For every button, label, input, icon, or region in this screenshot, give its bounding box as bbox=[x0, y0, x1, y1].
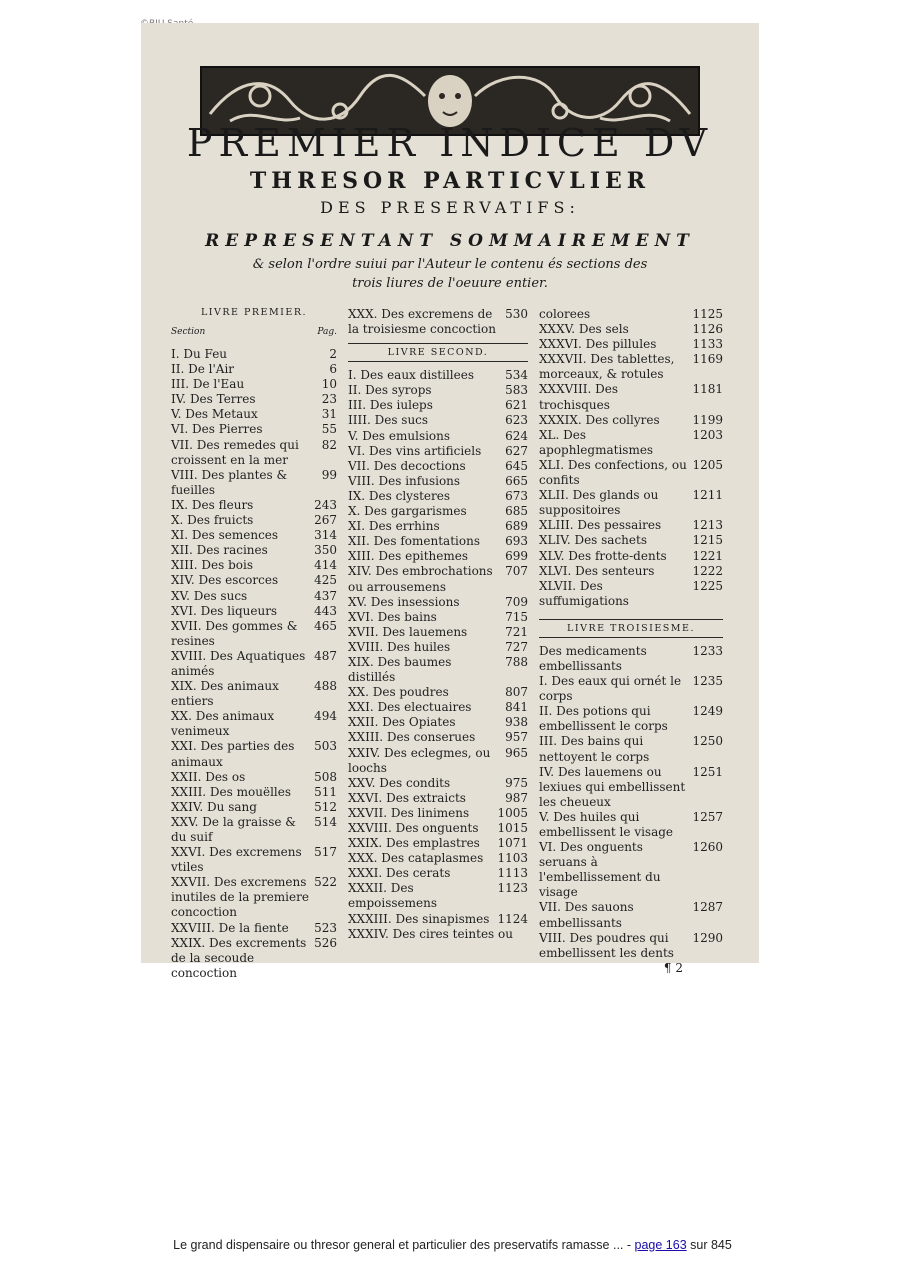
entry-page: 721 bbox=[505, 624, 528, 639]
entry-page: 23 bbox=[321, 392, 337, 407]
list-item bbox=[348, 398, 528, 413]
entry-title: XXX. Des cataplasmes bbox=[348, 851, 484, 866]
list-item bbox=[348, 549, 528, 564]
list-item bbox=[539, 765, 723, 810]
entry-page: 82 bbox=[321, 437, 337, 452]
list-item bbox=[171, 362, 337, 377]
entry-title: XV. Des sucs bbox=[171, 588, 248, 603]
entry-page: 1126 bbox=[692, 322, 723, 337]
entry-page: 1203 bbox=[692, 427, 723, 442]
entry-page: 665 bbox=[505, 473, 528, 488]
entry-title: XVI. Des bains bbox=[348, 609, 437, 624]
list-item bbox=[348, 685, 528, 700]
entry-page: 511 bbox=[314, 784, 337, 799]
entry-title: III. Des iuleps bbox=[348, 398, 433, 413]
list-item bbox=[171, 543, 337, 558]
list-item bbox=[348, 912, 528, 927]
entry-title: XXV. De la graisse & du suif bbox=[171, 814, 296, 844]
entry-title: XVII. Des gommes & resines bbox=[171, 618, 298, 648]
entry-title: XXI. Des electuaires bbox=[348, 700, 472, 715]
list-item bbox=[348, 655, 528, 685]
entry-title: XVIII. Des Aquatiques animés bbox=[171, 648, 306, 678]
list-item bbox=[348, 504, 528, 519]
livre-premier-entries bbox=[171, 347, 337, 981]
entry-title: VII. Des remedes qui croissent en la mer bbox=[171, 437, 299, 467]
entry-page: 523 bbox=[314, 920, 337, 935]
entry-page: 975 bbox=[505, 775, 528, 790]
entry-page: 517 bbox=[314, 845, 337, 860]
list-item bbox=[171, 573, 337, 588]
entry-page: 1213 bbox=[692, 518, 723, 533]
list-item bbox=[171, 407, 337, 422]
list-item bbox=[171, 875, 337, 920]
entry-title: XX. Des animaux venimeux bbox=[171, 709, 275, 739]
entry-title: XXIV. Des eclegmes, ou loochs bbox=[348, 745, 491, 775]
list-item bbox=[539, 840, 723, 900]
entry-page: 1235 bbox=[692, 674, 723, 689]
entry-page: 31 bbox=[321, 407, 337, 422]
entry-title: III. De l'Eau bbox=[171, 377, 245, 392]
entry-title: VI. Des onguents seruans à l'embellissement du visage bbox=[539, 840, 661, 900]
list-item bbox=[539, 488, 723, 518]
title-line-1: PREMIER INDICE DV bbox=[186, 121, 714, 165]
entry-title: II. De l'Air bbox=[171, 362, 235, 377]
entry-title: XXII. Des Opiates bbox=[348, 715, 456, 730]
entry-title: XLV. Des frotte-dents bbox=[539, 548, 667, 563]
livre-troisiesme-header: LIVRE TROISIESME. bbox=[539, 619, 723, 638]
list-item bbox=[348, 730, 528, 745]
entry-title: XVII. Des lauemens bbox=[348, 624, 468, 639]
entry-title: XIV. Des embrochations ou arrousemens bbox=[348, 564, 493, 594]
entry-title: X. Des fruicts bbox=[171, 513, 254, 528]
list-item bbox=[171, 619, 337, 649]
column-livre-troisiesme bbox=[539, 307, 723, 975]
list-item bbox=[348, 625, 528, 640]
livre-second-header: LIVRE SECOND. bbox=[348, 343, 528, 362]
entry-title: XXXII. Des empoissemens bbox=[348, 881, 438, 911]
entry-title: XXXVIII. Des trochisques bbox=[539, 382, 619, 412]
entry-title: IV. Des Terres bbox=[171, 392, 256, 407]
title-line-4: REPRESENTANT SOMMAIREMENT bbox=[205, 231, 695, 251]
entry-page: 1222 bbox=[692, 563, 723, 578]
entry-title: IV. Des lauemens ou lexiues qui embellissent les cheueux bbox=[539, 764, 686, 809]
list-item bbox=[539, 458, 723, 488]
column-subheader bbox=[171, 327, 337, 337]
list-item bbox=[171, 589, 337, 604]
entry-page: 425 bbox=[314, 573, 337, 588]
entry-title: VIII. Des plantes & fueilles bbox=[171, 467, 288, 497]
entry-page: 1249 bbox=[692, 704, 723, 719]
entry-title: II. Des potions qui embellissent le corps bbox=[539, 704, 668, 734]
section-label: Section bbox=[171, 327, 206, 337]
list-item bbox=[171, 739, 337, 769]
list-item bbox=[171, 558, 337, 573]
entry-page: 693 bbox=[505, 534, 528, 549]
list-item bbox=[348, 368, 528, 383]
entry-title: XII. Des fomentations bbox=[348, 534, 480, 549]
entry-page: 645 bbox=[505, 458, 528, 473]
entry-page: 938 bbox=[505, 715, 528, 730]
entry-page: 503 bbox=[314, 739, 337, 754]
list-item bbox=[348, 474, 528, 489]
entry-title: XVIII. Des huiles bbox=[348, 639, 451, 654]
list-item bbox=[348, 413, 528, 428]
mask-face-icon bbox=[428, 75, 472, 127]
entry-page: 727 bbox=[505, 639, 528, 654]
list-item bbox=[348, 806, 528, 821]
list-item bbox=[539, 931, 723, 961]
entry-title: XVI. Des liqueurs bbox=[171, 603, 278, 618]
entry-title: XLIV. Des sachets bbox=[539, 533, 647, 548]
list-item bbox=[539, 518, 723, 533]
list-item bbox=[348, 534, 528, 549]
entry-page: 987 bbox=[505, 790, 528, 805]
list-item bbox=[348, 564, 528, 594]
entry-page: 627 bbox=[505, 443, 528, 458]
entry-page: 526 bbox=[314, 935, 337, 950]
entry-title: XXXI. Des cerats bbox=[348, 866, 451, 881]
entry-title: XIX. Des baumes distillés bbox=[348, 654, 452, 685]
list-item bbox=[539, 428, 723, 458]
entry-title: IX. Des clysteres bbox=[348, 488, 451, 503]
signature-mark: ¶ 2 bbox=[663, 960, 683, 975]
entry-title: I. Des eaux qui ornét le corps bbox=[539, 674, 682, 704]
entry-page: 1287 bbox=[692, 900, 723, 915]
entry-page: 689 bbox=[505, 519, 528, 534]
list-item bbox=[171, 498, 337, 513]
entry-page: 487 bbox=[314, 648, 337, 663]
entry-title: XII. Des racines bbox=[171, 543, 268, 558]
entry-page: 623 bbox=[505, 413, 528, 428]
entry-page: 841 bbox=[505, 700, 528, 715]
entry-page: 1250 bbox=[692, 734, 723, 749]
list-item bbox=[348, 610, 528, 625]
entry-title: XIV. Des escorces bbox=[171, 573, 279, 588]
entry-title: IX. Des fleurs bbox=[171, 497, 254, 512]
entry-page: 1257 bbox=[692, 809, 723, 824]
list-item bbox=[171, 785, 337, 800]
list-item bbox=[348, 715, 528, 730]
livre-premier-header: LIVRE PREMIER. bbox=[200, 307, 308, 318]
footer-total-pages: sur 845 bbox=[686, 1238, 732, 1252]
entry-page: 488 bbox=[314, 679, 337, 694]
entry-title: XXVII. Des excremens inutiles de la premiere concoction bbox=[171, 875, 309, 920]
list-item bbox=[348, 640, 528, 655]
list-item bbox=[539, 533, 723, 548]
list-item bbox=[171, 513, 337, 528]
list-item bbox=[348, 307, 528, 337]
entry-page: 1181 bbox=[692, 382, 723, 397]
entry-title: XXXIX. Des collyres bbox=[539, 412, 660, 427]
list-item bbox=[171, 392, 337, 407]
entry-title: I. Du Feu bbox=[171, 347, 228, 361]
list-item bbox=[348, 851, 528, 866]
entry-title: XXVI. Des excremens vtiles bbox=[171, 845, 302, 875]
entry-page: 709 bbox=[505, 594, 528, 609]
list-item bbox=[539, 307, 723, 322]
list-item bbox=[348, 821, 528, 836]
entry-title: XIII. Des epithemes bbox=[348, 549, 468, 564]
entry-title: V. Des Metaux bbox=[171, 407, 258, 422]
entry-page: 1015 bbox=[497, 821, 528, 835]
entry-page: 685 bbox=[505, 504, 528, 519]
entry-page: 1113 bbox=[497, 866, 528, 881]
livre-second-continued-entries bbox=[539, 307, 723, 609]
list-item bbox=[348, 927, 528, 942]
list-item bbox=[171, 422, 337, 437]
list-item bbox=[348, 746, 528, 776]
entry-page: 530 bbox=[505, 307, 528, 321]
entry-title: XXIII. Des conserues bbox=[348, 730, 476, 745]
page-label: Pag. bbox=[317, 327, 337, 337]
entry-title: XXV. Des condits bbox=[348, 775, 451, 790]
entry-title: XXIV. Du sang bbox=[171, 799, 257, 814]
list-item bbox=[171, 936, 337, 981]
entry-title: XXVI. Des extraicts bbox=[348, 790, 466, 805]
entry-title: V. Des emulsions bbox=[348, 428, 451, 443]
title-line-2: THRESOR PARTICVLIER bbox=[249, 168, 651, 194]
page-footer bbox=[0, 1238, 905, 1252]
list-item bbox=[171, 438, 337, 468]
entry-title: XLVI. Des senteurs bbox=[539, 563, 655, 578]
entry-title: colorees bbox=[539, 307, 591, 321]
entry-page: 1211 bbox=[692, 488, 723, 503]
list-item bbox=[171, 468, 337, 498]
footer-document-title: Le grand dispensaire ou thresor general et particulier des preservatifs ramasse ... - bbox=[173, 1238, 635, 1252]
entry-title: XX. Des poudres bbox=[348, 685, 449, 700]
list-item bbox=[539, 734, 723, 764]
entry-title: XI. Des semences bbox=[171, 528, 279, 543]
list-item bbox=[171, 679, 337, 709]
entry-title: XLVII. Des suffumigations bbox=[539, 578, 629, 608]
entry-title: VII. Des sauons embellissants bbox=[539, 900, 634, 930]
list-item bbox=[348, 881, 528, 911]
entry-page: 243 bbox=[314, 497, 337, 512]
entry-title: II. Des syrops bbox=[348, 383, 432, 398]
entry-page: 1233 bbox=[692, 643, 723, 658]
entry-title: XXIII. Des mouëlles bbox=[171, 784, 291, 799]
entry-page: 965 bbox=[505, 745, 528, 760]
list-item bbox=[539, 704, 723, 734]
list-item bbox=[171, 770, 337, 785]
list-item bbox=[171, 709, 337, 739]
entry-title: XXI. Des parties des animaux bbox=[171, 739, 295, 769]
entry-page: 512 bbox=[314, 799, 337, 814]
entry-title: Des medicaments embellissants bbox=[539, 643, 647, 673]
entry-title: XL. Des apophlegmatismes bbox=[539, 427, 654, 457]
entry-title: XXXV. Des sels bbox=[539, 322, 629, 337]
entry-title: X. Des gargarismes bbox=[348, 504, 467, 519]
entry-page: 715 bbox=[505, 609, 528, 624]
page-link[interactable]: page 163 bbox=[634, 1238, 687, 1252]
entry-page: 1251 bbox=[692, 764, 723, 779]
column-livre-second bbox=[348, 307, 528, 942]
list-item bbox=[348, 459, 528, 474]
list-item bbox=[171, 347, 337, 362]
entry-page: 1290 bbox=[692, 930, 723, 945]
entry-page: 1123 bbox=[497, 881, 528, 896]
list-item bbox=[348, 489, 528, 504]
list-item bbox=[348, 383, 528, 398]
list-item bbox=[348, 429, 528, 444]
entry-page: 2 bbox=[329, 347, 337, 361]
entry-page: 1225 bbox=[692, 578, 723, 593]
list-item bbox=[539, 579, 723, 609]
entry-page: 624 bbox=[505, 428, 528, 443]
list-item bbox=[348, 791, 528, 806]
list-item bbox=[348, 519, 528, 534]
entry-title: XXXIII. Des sinapismes bbox=[348, 911, 490, 926]
list-item bbox=[539, 564, 723, 579]
livre-second-entries bbox=[348, 368, 528, 942]
entry-title: XLII. Des glands ou suppositoires bbox=[539, 488, 659, 518]
list-item bbox=[348, 866, 528, 881]
entry-page: 1071 bbox=[497, 836, 528, 851]
entry-title: XLI. Des confections, ou confits bbox=[539, 457, 687, 488]
column-livre-premier bbox=[171, 307, 337, 981]
list-item bbox=[348, 700, 528, 715]
entry-page: 350 bbox=[314, 543, 337, 558]
title-subtitle: & selon l'ordre suiui par l'Auteur le contenu és sections des trois liures de l'oeuure entier. bbox=[252, 257, 648, 291]
entry-page: 699 bbox=[505, 549, 528, 564]
list-item bbox=[539, 337, 723, 352]
entry-page: 957 bbox=[505, 730, 528, 745]
entry-page: 1103 bbox=[497, 851, 528, 866]
list-item bbox=[539, 322, 723, 337]
entry-title: VIII. Des infusions bbox=[348, 473, 461, 488]
entry-page: 414 bbox=[314, 558, 337, 573]
entry-page: 465 bbox=[314, 618, 337, 633]
list-item bbox=[539, 900, 723, 930]
entry-page: 1133 bbox=[692, 337, 723, 352]
entry-title: VI. Des vins artificiels bbox=[348, 443, 482, 458]
entry-page: 1125 bbox=[692, 307, 723, 321]
list-item bbox=[539, 549, 723, 564]
entry-page: 673 bbox=[505, 488, 528, 503]
list-item bbox=[171, 845, 337, 875]
entry-page: 314 bbox=[314, 528, 337, 543]
list-item bbox=[171, 604, 337, 619]
entry-title: XXVII. Des linimens bbox=[348, 805, 470, 820]
entry-title: III. Des bains qui nettoyent le corps bbox=[539, 734, 650, 764]
entry-title: XXXVI. Des pillules bbox=[539, 337, 657, 352]
entry-title: XXX. Des excremens de la troisiesme concoction bbox=[348, 307, 496, 337]
entry-page: 99 bbox=[321, 467, 337, 482]
list-item bbox=[171, 528, 337, 543]
entry-page: 514 bbox=[314, 814, 337, 829]
entry-page: 621 bbox=[505, 398, 528, 413]
list-item bbox=[171, 815, 337, 845]
entry-title: XXII. Des os bbox=[171, 769, 246, 784]
entry-page: 267 bbox=[314, 513, 337, 528]
entry-page: 788 bbox=[505, 654, 528, 669]
entry-title: IIII. Des sucs bbox=[348, 413, 429, 428]
entry-page: 443 bbox=[314, 603, 337, 618]
entry-page: 1205 bbox=[692, 457, 723, 472]
entry-page: 707 bbox=[505, 564, 528, 579]
entry-title: V. Des huiles qui embellissent le visage bbox=[539, 809, 674, 839]
entry-title: XXIX. Des excrements de la secoude concoction bbox=[171, 935, 307, 980]
list-item bbox=[171, 921, 337, 936]
entry-title: VIII. Des poudres qui embellissent les dents bbox=[539, 930, 674, 960]
list-item bbox=[348, 776, 528, 791]
entry-title: XXVIII. De la fiente bbox=[171, 920, 289, 935]
livre-troisiesme-entries bbox=[539, 644, 723, 961]
entry-page: 534 bbox=[505, 368, 528, 383]
entry-page: 508 bbox=[314, 769, 337, 784]
scanned-page bbox=[141, 23, 759, 980]
list-item bbox=[539, 644, 723, 674]
entry-page: 1215 bbox=[692, 533, 723, 548]
entry-title: XV. Des insessions bbox=[348, 594, 460, 609]
list-item bbox=[348, 444, 528, 459]
entry-page: 1005 bbox=[497, 805, 528, 820]
entry-page: 1124 bbox=[497, 911, 528, 926]
entry-page: 55 bbox=[321, 422, 337, 437]
list-item bbox=[539, 352, 723, 382]
entry-title: VII. Des decoctions bbox=[348, 458, 466, 473]
entry-title: XI. Des errhins bbox=[348, 519, 440, 534]
list-item bbox=[171, 377, 337, 392]
entry-title: VI. Des Pierres bbox=[171, 422, 263, 437]
entry-page: 494 bbox=[314, 709, 337, 724]
list-item bbox=[171, 800, 337, 815]
entry-page: 1199 bbox=[692, 412, 723, 427]
entry-page: 1260 bbox=[692, 840, 723, 855]
list-item bbox=[348, 836, 528, 851]
title-line-3: DES PRESERVATIFS: bbox=[320, 198, 580, 217]
entry-page: 10 bbox=[321, 377, 337, 392]
list-item bbox=[171, 649, 337, 679]
entry-page: 1221 bbox=[692, 548, 723, 563]
list-item bbox=[348, 595, 528, 610]
entry-page: 1169 bbox=[692, 352, 723, 367]
list-item bbox=[539, 413, 723, 428]
entry-title: XIII. Des bois bbox=[171, 558, 253, 573]
entry-title: I. Des eaux distillees bbox=[348, 368, 475, 383]
list-item bbox=[539, 674, 723, 704]
entry-title: XXIX. Des emplastres bbox=[348, 836, 480, 851]
entry-title: XXXIV. Des cires teintes ou bbox=[348, 926, 513, 941]
entry-page: 807 bbox=[505, 685, 528, 700]
entry-page: 583 bbox=[505, 383, 528, 398]
list-item bbox=[539, 810, 723, 840]
entry-page: 437 bbox=[314, 588, 337, 603]
entry-title: XXVIII. Des onguents bbox=[348, 821, 479, 835]
entry-title: XIX. Des animaux entiers bbox=[171, 679, 279, 709]
entry-page: 6 bbox=[329, 362, 337, 377]
list-item bbox=[539, 382, 723, 412]
entry-page: 522 bbox=[314, 875, 337, 890]
entry-title: XLIII. Des pessaires bbox=[539, 518, 662, 533]
entry-title: XXXVII. Des tablettes, morceaux, & rotules bbox=[539, 352, 675, 382]
